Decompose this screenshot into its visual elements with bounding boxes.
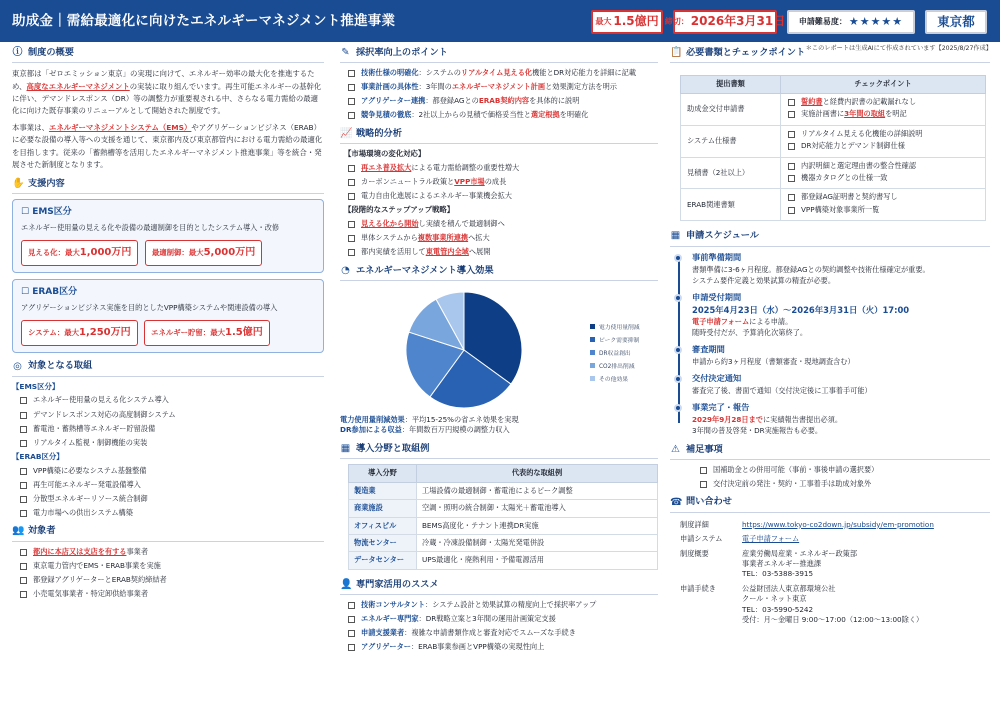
table-cell: 空調・照明の統合制御・太陽光＋蓄電池導入: [417, 500, 658, 517]
table-cell: [781, 189, 986, 221]
timeline-title: 交付決定通知: [692, 373, 742, 384]
contact-row: [678, 547, 998, 582]
list-item: 誓約書と経費内訳書の記載漏れなし: [788, 97, 980, 107]
contact-link[interactable]: 電子申請フォーム: [742, 534, 800, 544]
calendar-icon: ▦: [670, 230, 681, 242]
points-list: [340, 68, 658, 121]
checkbox-icon: [20, 412, 27, 419]
table-cell: システム仕様書: [681, 125, 781, 157]
ems-pill-visual: 見える化：最大1,000万円: [21, 240, 138, 267]
checkbox-icon: [348, 221, 355, 228]
checkbox-icon: [348, 179, 355, 186]
checkbox-icon: [20, 563, 27, 570]
table-cell: [781, 157, 986, 189]
timeline-dot: [674, 254, 682, 262]
section-fields: ▦ 導入分野と取組例: [340, 442, 658, 459]
ems-box: [12, 199, 324, 273]
timeline-title: 申請受付期間: [692, 291, 742, 302]
table-cell: BEMS高度化・テナント連携DR実施: [417, 517, 658, 534]
legend-label: ピーク需要抑制: [599, 338, 640, 345]
timeline-desc: システム要件定義と効果試算の精査が必要。: [692, 275, 836, 285]
checkbox-icon: [348, 112, 355, 119]
table-cell: データセンター: [349, 552, 417, 569]
eligible-list: [12, 561, 324, 600]
contact-text: 事業者エネルギー推進課: [742, 558, 822, 568]
timeline-desc: 審査完了後、書面で通知（交付決定後に工事着手可能）: [692, 386, 872, 396]
section-eligible: 👥 対象者: [12, 524, 324, 541]
list-item: 都登録アグリゲーターとERAB契約締結者: [20, 575, 324, 585]
list-item: VPP構築に必要なシステム基盤整備: [20, 466, 324, 476]
list-item: 分散型エネルギーリソース統合制御: [20, 494, 324, 504]
list-item: 電力自由化進展によるエネルギー事業機会拡大: [348, 191, 658, 201]
section-effects: ◔ エネルギーマネジメント導入効果: [340, 264, 658, 281]
table-row: [349, 500, 658, 517]
timeline-item: [692, 344, 990, 367]
page-title: 助成金｜需給最適化に向けたエネルギーマネジメント推進事業: [12, 13, 396, 29]
table-cell: 物流センター: [349, 535, 417, 552]
checkbox-icon: [20, 510, 27, 517]
checkbox-icon: [20, 496, 27, 503]
page-header: [0, 0, 1000, 42]
table-cell: [781, 125, 986, 157]
ai-note: ＊このレポートは生成AIにて作成されています【2025/8/27作成】: [805, 45, 992, 52]
erab-pill-system: システム：最大1,250万円: [21, 320, 138, 347]
list-item: カーボンニュートラル政策とVPP市場の成長: [348, 177, 658, 187]
table-cell: オフィスビル: [349, 517, 417, 534]
section-supplement: ⚠ 補足事項: [670, 443, 990, 460]
contact-table: [678, 518, 998, 628]
timeline-item: [692, 402, 990, 436]
checkbox-icon: [348, 616, 355, 623]
table-row: [349, 552, 658, 569]
contact-key: 申請手続き: [680, 583, 716, 593]
legend-swatch: [590, 363, 595, 368]
section-strategy: 📈 戦略的分析: [340, 127, 658, 144]
targets-erab-label: 【ERAB区分】: [12, 452, 64, 462]
checkbox-icon: [788, 207, 795, 214]
contact-value: [740, 547, 998, 582]
strategy-list-1: [340, 163, 658, 202]
list-item: 都内に本店又は支店を有する事業者: [20, 547, 324, 557]
table-cell: 見積書（2社以上）: [681, 157, 781, 189]
table-cell: [781, 93, 986, 125]
region-badge: 東京都: [925, 10, 987, 34]
strategy-sub-2: 【段階的なステップアップ戦略】: [344, 205, 455, 215]
checkbox-icon: [20, 426, 27, 433]
table-cell: ERAB関連書類: [681, 189, 781, 221]
checkbox-icon: [348, 84, 355, 91]
contact-key: 申請システム: [680, 534, 723, 544]
strategy-sub-1: 【市場環境の変化対応】: [344, 149, 426, 159]
timeline-desc: 電子申請フォームによる申請。: [692, 316, 793, 326]
timeline-desc: 書類準備に3-6ヶ月程度。都登録AGとの契約調整や技術仕様確定が重要。: [692, 264, 930, 274]
timeline-title: 事業完了・報告: [692, 402, 750, 413]
table-header: 導入分野: [349, 465, 417, 482]
phone-icon: ☎: [670, 496, 683, 508]
checkbox-icon: [788, 194, 795, 201]
contact-text: TEL：03-5388-3915: [742, 569, 814, 579]
timeline-title: 審査期間: [692, 344, 725, 355]
overview-paragraph-2: 本事業は、エネルギーマネジメントシステム（EMS）やアグリゲーションビジネス（ERAB）に必要な設備の導入等への支援を通じて、東京都内及び東京都管内における電力需給の最適化を目指します。従来の「蓄熱槽等を活用したエネルギーマネジメント推進事業」等を統合・発展させた新制度となります。: [12, 123, 323, 169]
list-item: 申請支援業者：複雑な申請書類作成と審査対応でスムーズな手続き: [348, 628, 658, 638]
contact-text: TEL：03-5990-5242: [742, 604, 814, 614]
timeline-title: 事前準備期間: [692, 251, 742, 262]
effects-line-2: DR参加による収益：年間数百万円規模の調整力収入: [340, 425, 510, 435]
info-icon: ⓘ: [12, 47, 23, 59]
expert-icon: 👤: [340, 579, 353, 591]
list-item: 事業計画の具体性：3年間のエネルギーマネジメント計画と効果測定方法を明示: [348, 82, 658, 92]
legend-swatch: [590, 337, 595, 342]
deadline-badge: 締切： 2026年3月31日: [673, 10, 777, 34]
timeline-line: [678, 258, 680, 423]
table-row: [349, 535, 658, 552]
legend-swatch: [590, 350, 595, 355]
list-item: 見える化から開始し実績を積んで最適制御へ: [348, 219, 658, 229]
contact-text: クール・ネット東京: [742, 594, 807, 604]
checkbox-icon: [788, 175, 795, 182]
list-item: 都登録AG証明書と契約書写し: [788, 192, 980, 202]
checkbox-icon: [348, 235, 355, 242]
section-overview: ⓘ 制度の概要: [12, 46, 324, 63]
contact-row: [678, 582, 998, 628]
users-icon: 👥: [12, 525, 25, 537]
legend-label: CO2排出削減: [599, 364, 635, 371]
legend-swatch: [590, 324, 595, 329]
list-item: エネルギー使用量の見える化システム導入: [20, 395, 324, 405]
checkbox-icon: [700, 481, 707, 488]
list-item: 東京電力管内でEMS・ERAB事業を実施: [20, 561, 324, 571]
pencil-icon: ✎: [341, 47, 350, 59]
difficulty-badge: 申請難易度： ★★★★★: [787, 10, 915, 34]
checkbox-icon: [348, 644, 355, 651]
checkbox-icon: [20, 440, 27, 447]
checkbox-icon: [788, 99, 795, 106]
effects-chart: [340, 286, 658, 414]
checkbox-icon: [788, 143, 795, 150]
checkbox-icon: [348, 630, 355, 637]
list-item: 内訳明細と選定理由書の整合性確認: [788, 161, 980, 171]
table-cell: 製造業: [349, 482, 417, 499]
handshake-icon: ✋: [12, 178, 25, 190]
document-icon: 📋: [670, 47, 683, 59]
checkbox-icon: [348, 70, 355, 77]
list-item: リアルタイム見える化機能の詳細説明: [788, 129, 980, 139]
checkbox-icon: [348, 249, 355, 256]
timeline-desc: 3年間の普及啓発・DR実施報告も必要。: [692, 426, 823, 436]
docs-table: [680, 75, 986, 221]
targets-ems-list: [12, 395, 324, 448]
warning-icon: ⚠: [671, 443, 680, 455]
erab-desc: アグリゲーションビジネス実施を目的としたVPP構築システムや関連設備の導入: [21, 303, 278, 313]
timeline-date: 2025年4月23日（水）～2026年3月31日（火）17:00: [692, 304, 910, 315]
list-item: 再エネ普及拡大による電力需給調整の重要性増大: [348, 163, 658, 173]
list-item: デマンドレスポンス対応の高度制御システム: [20, 410, 324, 420]
target-icon: ◎: [13, 360, 22, 372]
legend-label: 電力使用量削減: [599, 325, 640, 332]
table-cell: 助成金交付申請書: [681, 93, 781, 125]
list-item: エネルギー専門家：DR戦略立案と3年間の運用計画策定支援: [348, 614, 658, 624]
checkbox-icon: [788, 163, 795, 170]
checkbox-icon: [348, 602, 355, 609]
table-cell: 冷蔵・冷凍設備制御・太陽光発電併設: [417, 535, 658, 552]
pie-chart: [340, 286, 660, 414]
contact-value: [740, 582, 998, 628]
chart-line-icon: 📈: [340, 128, 353, 140]
list-item: 電力市場への供出システム構築: [20, 508, 324, 518]
list-item: 技術仕様の明確化：システムのリアルタイム見える化機能とDR対応能力を詳細に記載: [348, 68, 658, 78]
list-item: DR対応能力とデマンド制御仕様: [788, 141, 980, 151]
list-item: 単体システムから複数事業所連携へ拡大: [348, 233, 658, 243]
checkbox-icon: [348, 98, 355, 105]
list-item: アグリゲーター連携：都登録AGとのERAB契約内容を具体的に説明: [348, 96, 658, 106]
table-header: 代表的な取組例: [417, 465, 658, 482]
pie-chart-icon: ◔: [341, 264, 350, 276]
building-icon: ▦: [340, 443, 351, 455]
ems-title: ☐ EMS区分: [21, 207, 72, 218]
list-item: 競争見積の徹底：2社以上からの見積で価格妥当性と選定根拠を明確化: [348, 110, 658, 120]
contact-text: 公益財団法人東京都環境公社: [742, 583, 836, 593]
legend-label: DR収益創出: [599, 351, 631, 358]
section-contact: ☎ 問い合わせ: [670, 495, 990, 512]
erab-title: ☐ ERAB区分: [21, 287, 78, 298]
section-docs: 📋 必要書類とチェックポイント: [670, 46, 990, 63]
contact-link[interactable]: https://www.tokyo-co2down.jp/subsidy/em-promotion: [742, 519, 934, 529]
column-left: [12, 46, 324, 603]
erab-pill-storage: エネルギー貯留：最大1.5億円: [144, 320, 270, 347]
contact-text: 受付：月～金曜日 9:00～17:00（12:00～13:00除く）: [742, 615, 924, 625]
section-targets: ◎ 対象となる取組: [12, 359, 324, 376]
contact-row: [678, 532, 998, 546]
ems-pill-control: 最適制御：最大5,000万円: [145, 240, 262, 267]
table-row: [349, 482, 658, 499]
timeline-dot: [674, 404, 682, 412]
list-item: VPP構築対象事業所一覧: [788, 205, 980, 215]
contact-key: 制度詳細: [680, 519, 709, 529]
contact-value: [740, 532, 998, 546]
experts-list: [340, 600, 658, 653]
checkbox-icon: [788, 131, 795, 138]
targets-ems-label: 【EMS区分】: [12, 381, 60, 391]
section-points: ✎ 採択率向上のポイント: [340, 46, 658, 63]
contact-key: 制度概要: [680, 548, 709, 558]
timeline-desc: 申請から約3ヶ月程度（書類審査・現地調査含む）: [692, 357, 855, 367]
table-row: [681, 189, 986, 221]
table-row: [681, 93, 986, 125]
checkbox-icon: [700, 467, 707, 474]
checkbox-icon: [348, 193, 355, 200]
table-cell: UPS最適化・廃熱利用・予備電源活用: [417, 552, 658, 569]
contact-row: [678, 518, 998, 532]
timeline-item: [692, 252, 990, 286]
checkbox-icon: [20, 468, 27, 475]
list-item: リアルタイム監視・制御機能の実装: [20, 438, 324, 448]
table-header: 提出書類: [681, 76, 781, 93]
table-header: チェックポイント: [781, 76, 986, 93]
ems-desc: エネルギー使用量の見える化や設備の最適制御を目的としたシステム導入・改修: [21, 223, 280, 233]
list-item: 機器カタログとの仕様一致: [788, 173, 980, 183]
table-row: [349, 517, 658, 534]
list-item: 都内実績を活用して東電管内全域へ展開: [348, 247, 658, 257]
targets-erab-list: [12, 466, 324, 519]
overview-paragraph-1: 東京都は「ゼロエミッション東京」の実現に向けて、エネルギー効率の最大化を推進するため、高度なエネルギーマネジメントの実装に取り組んでいます。再生可能エネルギーの基幹化に伴い、デマンドレスポンス（DR）等の調整力が重要視される中、さらなる電力需給の最適化に向けた既存事業のリニューアルとして開始された制度です。: [12, 69, 322, 115]
section-experts: 👤 専門家活用のススメ: [340, 578, 658, 595]
fields-table: [348, 464, 658, 570]
contact-value: [740, 518, 998, 532]
contact-text: 産業労働局産業・エネルギー政策部: [742, 548, 858, 558]
schedule-timeline: [670, 252, 990, 437]
checkbox-icon: [20, 482, 27, 489]
column-right: [670, 46, 990, 628]
checkbox-icon: [788, 111, 795, 118]
list-item: 国補助金との併用可能（事前・事後申請の選択要）: [700, 465, 990, 475]
column-middle: [340, 46, 658, 656]
erab-box: [12, 279, 324, 353]
list-item: 小売電気事業者・特定卸供給事業者: [20, 589, 324, 599]
legend-swatch: [590, 376, 595, 381]
timeline-desc: 随時受付だが、予算消化次第終了。: [692, 328, 808, 338]
section-support: ✋ 支援内容: [12, 177, 324, 194]
timeline-item: [692, 292, 990, 338]
list-item: 実施計画書に3年間の取組を明記: [788, 109, 980, 119]
list-item: 交付決定前の発注・契約・工事着手は助成対象外: [700, 479, 990, 489]
list-item: 技術コンサルタント：システム設計と効果試算の精度向上で採択率アップ: [348, 600, 658, 610]
list-item: 蓄電池・蓄熱槽等エネルギー貯留設備: [20, 424, 324, 434]
legend-label: その他効果: [599, 377, 628, 384]
timeline-dot: [674, 294, 682, 302]
checkbox-icon: [20, 577, 27, 584]
table-row: [681, 125, 986, 157]
strategy-list-2: [340, 219, 658, 258]
timeline-item: [692, 373, 990, 396]
table-cell: 商業施設: [349, 500, 417, 517]
list-item: アグリゲーター：ERAB事業参画とVPP構築の実現性向上: [348, 642, 658, 652]
timeline-dot: [674, 346, 682, 354]
supplement-list: [692, 465, 990, 489]
checkbox-icon: [20, 591, 27, 598]
checkbox-icon: [20, 397, 27, 404]
timeline-dot: [674, 375, 682, 383]
table-row: [681, 157, 986, 189]
checkbox-icon: [348, 165, 355, 172]
table-cell: 工場設備の最適制御・蓄電池によるピーク調整: [417, 482, 658, 499]
timeline-desc: 2029年9月28日までに実績報告書提出必須。: [692, 415, 843, 425]
effects-line-1: 電力使用量削減効果：平均15-25%の省エネ効果を実現: [340, 415, 519, 425]
checkbox-icon: [20, 549, 27, 556]
max-amount-badge: 最大 1.5億円: [591, 10, 663, 34]
difficulty-stars: ★★★★★: [848, 15, 904, 29]
list-item: 再生可能エネルギー発電設備導入: [20, 480, 324, 490]
section-schedule: ▦ 申請スケジュール: [670, 229, 990, 246]
